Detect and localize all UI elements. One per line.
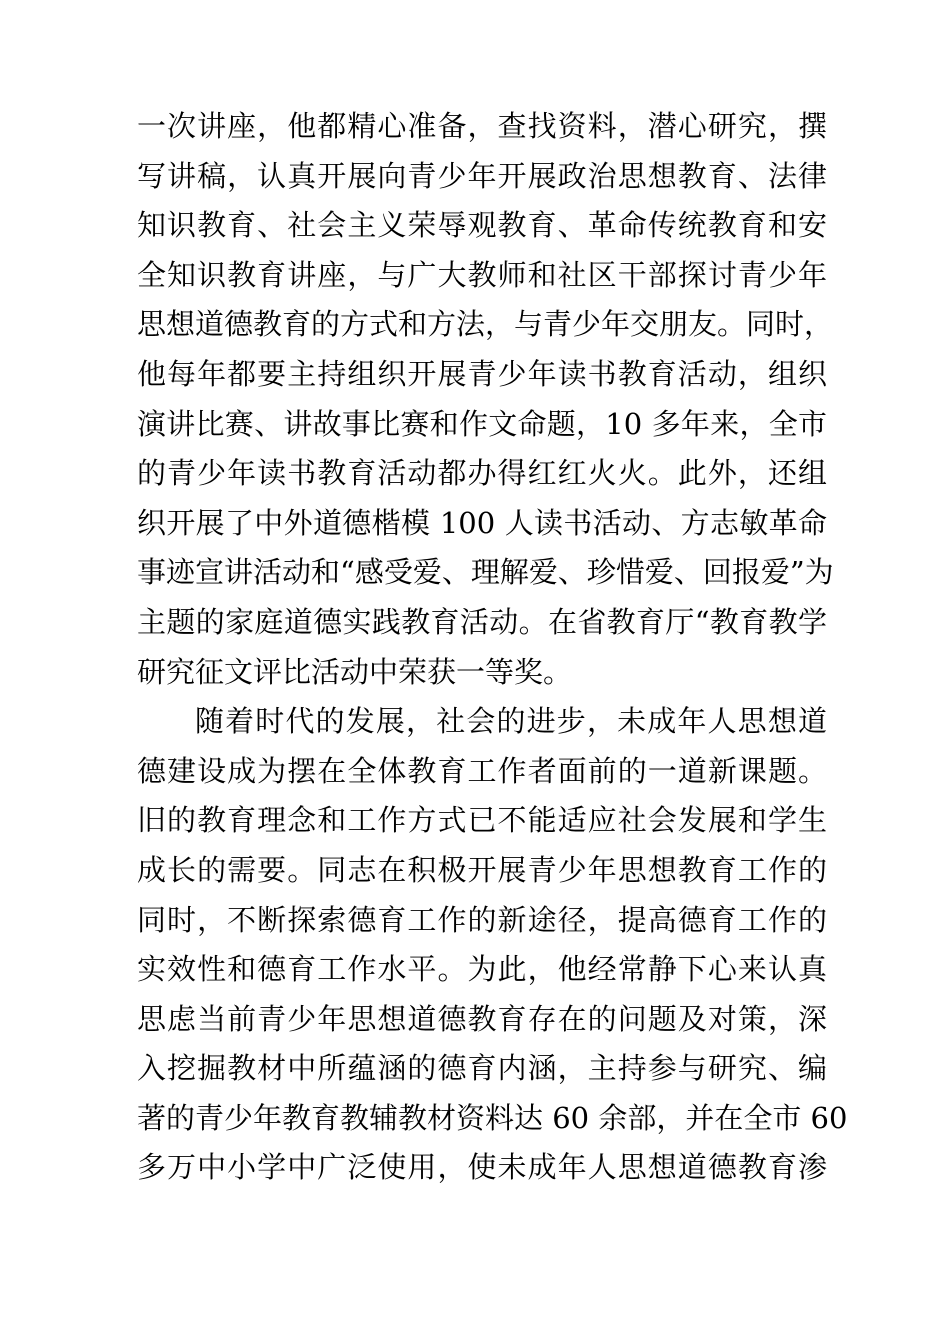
text-line: 旧的教育理念和工作方式已不能适应社会发展和学生 [137,803,827,838]
document-body [137,102,848,1193]
text-line: 思虑当前青少年思想道德教育存在的问题及对策，深 [137,1001,827,1036]
text-line: 入挖掘教材中所蕴涵的德育内涵，主持参与研究、编 [137,1051,827,1086]
text-line: 织开展了中外道德楷模 100 人读书活动、方志敏革命 [137,505,827,540]
text-line: 著的青少年教育教辅教材资料达 60 余部，并在全市 60 [137,1100,848,1135]
text-line: 随着时代的发展，社会的进步，未成年人思想道 [195,704,827,739]
text-line: 知识教育、社会主义荣辱观教育、革命传统教育和安 [137,208,827,243]
text-line: 的青少年读书教育活动都办得红红火火。此外，还组 [137,456,827,491]
text-line: 他每年都要主持组织开展青少年读书教育活动，组织 [137,356,827,391]
text-line: 思想道德教育的方式和方法，与青少年交朋友。同时， [137,307,834,342]
text-line: 事迹宣讲活动和“感受爱、理解爱、珍惜爱、回报爱”为 [137,555,834,590]
text-line: 同时，不断探索德育工作的新途径，提高德育工作的 [137,902,827,937]
text-line: 德建设成为摆在全体教育工作者面前的一道新课题。 [137,753,827,788]
text-line: 研究征文评比活动中荣获一等奖。 [137,654,573,689]
text-line: 全知识教育讲座，与广大教师和社区干部探讨青少年 [137,257,827,292]
text-line: 成长的需要。同志在积极开展青少年思想教育工作的 [137,852,827,887]
text-line: 主题的家庭道德实践教育活动。在省教育厅“教育教学 [137,604,827,639]
text-line: 一次讲座，他都精心准备，查找资料，潜心研究，撰 [137,109,827,143]
paragraph-2 [137,697,848,1193]
text-line: 多万中小学中广泛使用，使未成年人思想道德教育渗 [137,1150,827,1185]
text-line: 写讲稿，认真开展向青少年开展政治思想教育、法律 [137,158,827,193]
paragraph-1 [137,102,834,697]
text-line: 演讲比赛、讲故事比赛和作文命题，10 多年来，全市 [137,406,827,441]
text-line: 实效性和德育工作水平。为此，他经常静下心来认真 [137,952,827,987]
